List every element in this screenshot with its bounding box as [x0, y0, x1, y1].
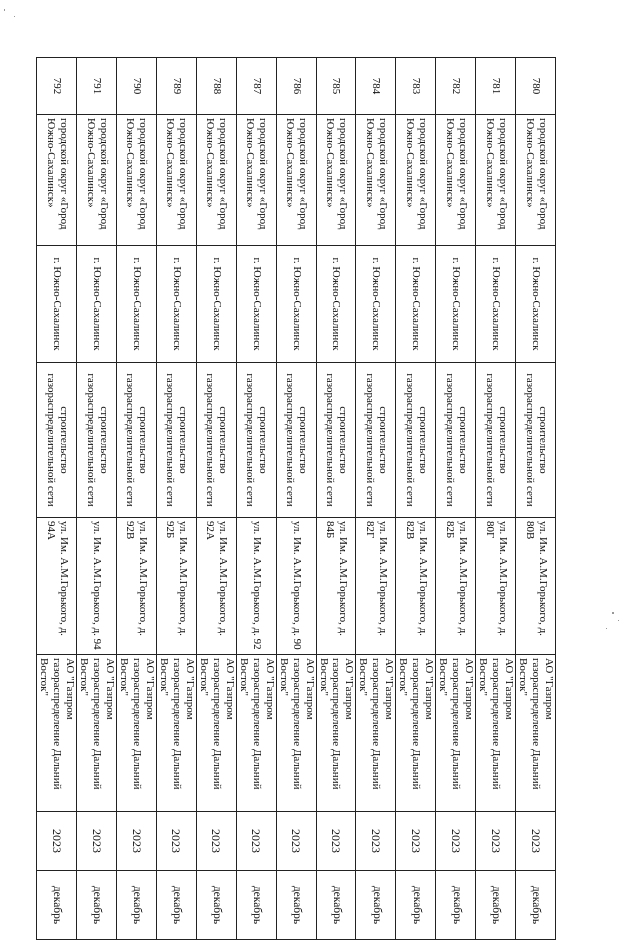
organization-cell: АО "Газпром газораспределение Дальний Восток" [156, 655, 196, 812]
address-cell: ул. Им. А.М.Горького, д. 92В [117, 518, 157, 655]
row-number-cell: 787 [236, 58, 276, 115]
row-number-cell: 790 [117, 58, 157, 115]
year-cell: 2023 [316, 812, 356, 871]
row-number-cell: 788 [196, 58, 236, 115]
table-row [37, 58, 77, 940]
city-cell: г. Южно-Сахалинск [316, 246, 356, 363]
address-cell: ул. Им. А.М.Горького, д. 80В [516, 518, 556, 655]
address-cell: ул. Им. А.М.Горького, д. 84Б [316, 518, 356, 655]
table-row [117, 58, 157, 940]
municipality-cell: городской округ «Город Южно-Сахалинск» [77, 115, 117, 246]
month-cell: декабрь [476, 871, 516, 940]
address-cell: ул. Им. А.М.Горького, д. 82Б [436, 518, 476, 655]
work-type-cell: строительство газораспределительной сети [117, 363, 157, 518]
table-body [37, 58, 556, 940]
row-number-cell: 792 [37, 58, 77, 115]
month-cell: декабрь [436, 871, 476, 940]
organization-cell: АО "Газпром газораспределение Дальний Восток" [117, 655, 157, 812]
municipality-cell: городской округ «Город Южно-Сахалинск» [37, 115, 77, 246]
row-number-cell: 791 [77, 58, 117, 115]
work-type-cell: строительство газораспределительной сети [396, 363, 436, 518]
month-cell: декабрь [316, 871, 356, 940]
month-cell: декабрь [77, 871, 117, 940]
work-type-cell: строительство газораспределительной сети [516, 363, 556, 518]
city-cell: г. Южно-Сахалинск [236, 246, 276, 363]
row-number-cell: 782 [436, 58, 476, 115]
municipality-cell: городской округ «Город Южно-Сахалинск» [356, 115, 396, 246]
work-type-cell: строительство газораспределительной сети [196, 363, 236, 518]
city-cell: г. Южно-Сахалинск [396, 246, 436, 363]
municipality-cell: городской округ «Город Южно-Сахалинск» [316, 115, 356, 246]
table-row [276, 58, 316, 940]
city-cell: г. Южно-Сахалинск [356, 246, 396, 363]
year-cell: 2023 [476, 812, 516, 871]
month-cell: декабрь [156, 871, 196, 940]
address-cell: ул. Им. А.М.Горького, д. 94А [37, 518, 77, 655]
work-type-cell: строительство газораспределительной сети [356, 363, 396, 518]
row-number-cell: 780 [516, 58, 556, 115]
organization-cell: АО "Газпром газораспределение Дальний Восток" [236, 655, 276, 812]
rotated-table-page [38, 57, 556, 925]
organization-cell: АО "Газпром газораспределение Дальний Восток" [77, 655, 117, 812]
scan-speck [612, 612, 614, 614]
row-number-cell: 781 [476, 58, 516, 115]
city-cell: г. Южно-Сахалинск [476, 246, 516, 363]
municipality-cell: городской округ «Город Южно-Сахалинск» [276, 115, 316, 246]
table-row [196, 58, 236, 940]
gas-network-schedule-table [36, 57, 556, 940]
work-type-cell: строительство газораспределительной сети [436, 363, 476, 518]
municipality-cell: городской округ «Город Южно-Сахалинск» [476, 115, 516, 246]
work-type-cell: строительство газораспределительной сети [476, 363, 516, 518]
city-cell: г. Южно-Сахалинск [156, 246, 196, 363]
address-cell: ул. Им. А.М.Горького, д. 92Б [156, 518, 196, 655]
scan-speck [606, 628, 607, 629]
year-cell: 2023 [156, 812, 196, 871]
row-number-cell: 786 [276, 58, 316, 115]
row-number-cell: 783 [396, 58, 436, 115]
organization-cell: АО "Газпром газораспределение Дальний Восток" [396, 655, 436, 812]
year-cell: 2023 [356, 812, 396, 871]
year-cell: 2023 [276, 812, 316, 871]
organization-cell: АО "Газпром газораспределение Дальний Восток" [196, 655, 236, 812]
municipality-cell: городской округ «Город Южно-Сахалинск» [117, 115, 157, 246]
month-cell: декабрь [276, 871, 316, 940]
table-row [516, 58, 556, 940]
municipality-cell: городской округ «Город Южно-Сахалинск» [436, 115, 476, 246]
organization-cell: АО "Газпром газораспределение Дальний Восток" [276, 655, 316, 812]
year-cell: 2023 [516, 812, 556, 871]
city-cell: г. Южно-Сахалинск [77, 246, 117, 363]
city-cell: г. Южно-Сахалинск [37, 246, 77, 363]
city-cell: г. Южно-Сахалинск [196, 246, 236, 363]
month-cell: декабрь [396, 871, 436, 940]
city-cell: г. Южно-Сахалинск [276, 246, 316, 363]
table-row [156, 58, 196, 940]
address-cell: ул. Им. А.М.Горького, д. 82Г [356, 518, 396, 655]
municipality-cell: городской округ «Город Южно-Сахалинск» [156, 115, 196, 246]
year-cell: 2023 [37, 812, 77, 871]
table-row [396, 58, 436, 940]
month-cell: декабрь [37, 871, 77, 940]
row-number-cell: 785 [316, 58, 356, 115]
year-cell: 2023 [117, 812, 157, 871]
address-cell: ул. Им. А.М.Горького, д. 92А [196, 518, 236, 655]
organization-cell: АО "Газпром газораспределение Дальний Восток" [37, 655, 77, 812]
row-number-cell: 789 [156, 58, 196, 115]
city-cell: г. Южно-Сахалинск [117, 246, 157, 363]
table-row [236, 58, 276, 940]
table-row [436, 58, 476, 940]
year-cell: 2023 [196, 812, 236, 871]
city-cell: г. Южно-Сахалинск [436, 246, 476, 363]
work-type-cell: строительство газораспределительной сети [156, 363, 196, 518]
address-cell: ул. Им. А.М.Горького, д. 82В [396, 518, 436, 655]
month-cell: декабрь [516, 871, 556, 940]
address-cell: ул. Им. А.М.Горького, д. 80Г [476, 518, 516, 655]
month-cell: декабрь [117, 871, 157, 940]
municipality-cell: городской округ «Город Южно-Сахалинск» [516, 115, 556, 246]
work-type-cell: строительство газораспределительной сети [276, 363, 316, 518]
address-cell: ул. Им. А.М.Горького, д. 94 [77, 518, 117, 655]
scan-speck [14, 16, 15, 17]
year-cell: 2023 [436, 812, 476, 871]
organization-cell: АО "Газпром газораспределение Дальний Восток" [476, 655, 516, 812]
table-row [476, 58, 516, 940]
municipality-cell: городской округ «Город Южно-Сахалинск» [196, 115, 236, 246]
year-cell: 2023 [77, 812, 117, 871]
work-type-cell: строительство газораспределительной сети [316, 363, 356, 518]
organization-cell: АО "Газпром газораспределение Дальний Восток" [516, 655, 556, 812]
work-type-cell: строительство газораспределительной сети [236, 363, 276, 518]
organization-cell: АО "Газпром газораспределение Дальний Восток" [316, 655, 356, 812]
row-number-cell: 784 [356, 58, 396, 115]
year-cell: 2023 [396, 812, 436, 871]
work-type-cell: строительство газораспределительной сети [77, 363, 117, 518]
municipality-cell: городской округ «Город Южно-Сахалинск» [396, 115, 436, 246]
month-cell: декабрь [236, 871, 276, 940]
organization-cell: АО "Газпром газораспределение Дальний Восток" [356, 655, 396, 812]
month-cell: декабрь [196, 871, 236, 940]
address-cell: ул. Им. А.М.Горького, д. 92 [236, 518, 276, 655]
organization-cell: АО "Газпром газораспределение Дальний Восток" [436, 655, 476, 812]
table-row [316, 58, 356, 940]
scan-speck [618, 620, 619, 621]
municipality-cell: городской округ «Город Южно-Сахалинск» [236, 115, 276, 246]
table-row [77, 58, 117, 940]
address-cell: ул. Им. А.М.Горького, д. 90 [276, 518, 316, 655]
scan-speck [4, 9, 5, 11]
city-cell: г. Южно-Сахалинск [516, 246, 556, 363]
month-cell: декабрь [356, 871, 396, 940]
year-cell: 2023 [236, 812, 276, 871]
table-row [356, 58, 396, 940]
work-type-cell: строительство газораспределительной сети [37, 363, 77, 518]
